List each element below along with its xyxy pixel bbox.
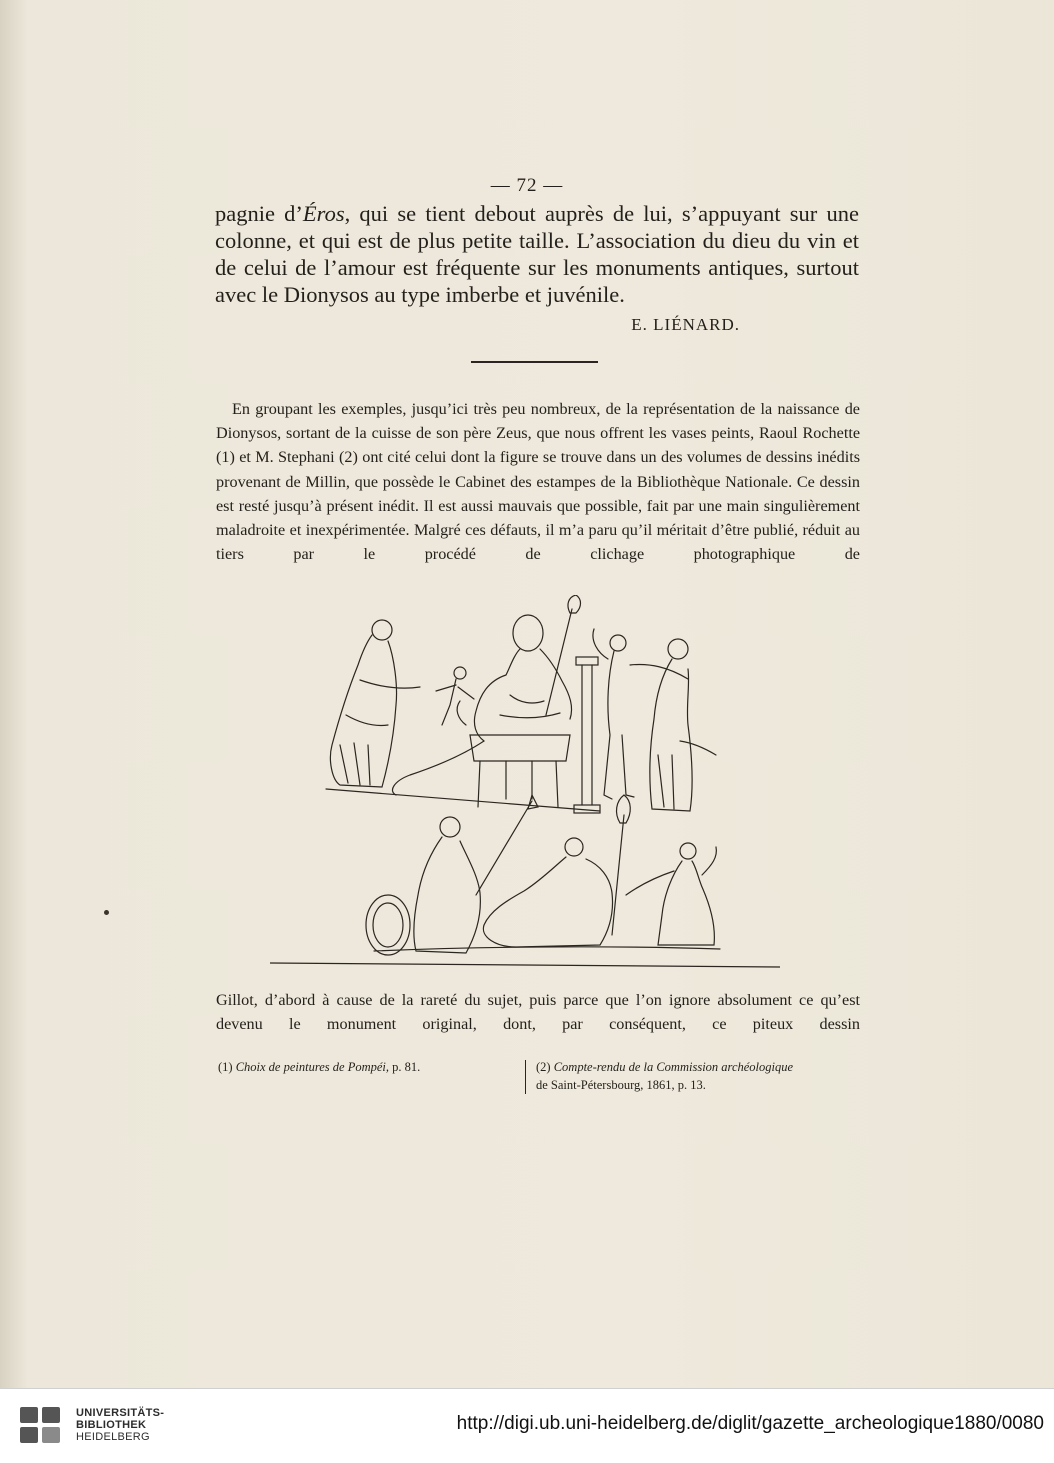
footnotes — [218, 1058, 858, 1102]
footnote-2 — [536, 1058, 858, 1094]
footnote-2-rest: de Saint-Pétersbourg, 1861, p. 13. — [536, 1078, 706, 1092]
body-paragraph-2: Gillot, d’abord à cause de la rareté du sujet, puis parce que l’on ignore absolument ce qu’est devenu le monument original, dont, par conséquent, ce piteux dessin — [216, 991, 860, 1034]
vase-painting-figure — [270, 595, 780, 970]
library-name — [76, 1407, 164, 1443]
library-name-line-1: UNIVERSITÄTS- — [76, 1407, 165, 1419]
section-divider — [471, 361, 598, 363]
intro-text-rest: , qui se tient debout auprès de lui, s’appuyant sur une colonne, et qui est de plus petite taille. L’association du dieu du vin et de celui de l’amour est fréquente sur les monuments antiques, surtout avec le Dionysos au type imberbe et juvénile. — [215, 201, 859, 307]
intro-eros: Éros — [302, 201, 345, 226]
footnote-2-title: Compte-rendu de la Commission archéologique — [553, 1060, 794, 1074]
footnote-1-rest: p. 81. — [389, 1060, 421, 1074]
footnote-1-number: (1) — [218, 1060, 233, 1074]
body-paragraph-1: En groupant les exemples, jusqu’ici très peu nombreux, de la représentation de la naissance de Dionysos, sortant de la cuisse de son père Zeus, que nous offrent les vases peints, Raoul Rochette (1) et M. Stephani (2) ont cité celui dont la figure se trouve dans un des volumes de dessins inédits provenant de Millin, que possède le Cabinet des estampes de la Bibliothèque Nationale. Ce dessin est resté jusqu’à présent inédit. Il est aussi mauvais que possible, fait par une main singulièrement maladroite et inexpérimentée. Malgré ces défauts, il m’a paru qu’il méritait d’être publié, réduit au tiers par le procédé de clichage photographique de — [216, 400, 860, 564]
page-number: — 72 — — [490, 175, 564, 196]
margin-mark — [104, 910, 109, 915]
library-logo-icon — [18, 1403, 64, 1447]
author-signature: E. LIÉNARD. — [631, 315, 740, 334]
vase-painting-line-drawing-icon — [270, 595, 780, 970]
permalink-url[interactable]: http://digi.ub.uni-heidelberg.de/diglit/gazette_archeologique1880/0080 — [456, 1413, 1044, 1434]
footnote-1 — [218, 1058, 508, 1076]
library-footer — [0, 1388, 1054, 1463]
footnote-divider — [525, 1060, 526, 1094]
library-name-line-2: BIBLIOTHEK — [76, 1419, 147, 1431]
intro-paragraph — [215, 200, 859, 308]
footnote-1-title: Choix de peintures de Pompéi, — [235, 1060, 390, 1074]
footnote-2-number: (2) — [536, 1060, 551, 1074]
library-name-line-3: HEIDELBERG — [76, 1431, 150, 1443]
intro-text-start: pagnie d’ — [215, 201, 303, 226]
